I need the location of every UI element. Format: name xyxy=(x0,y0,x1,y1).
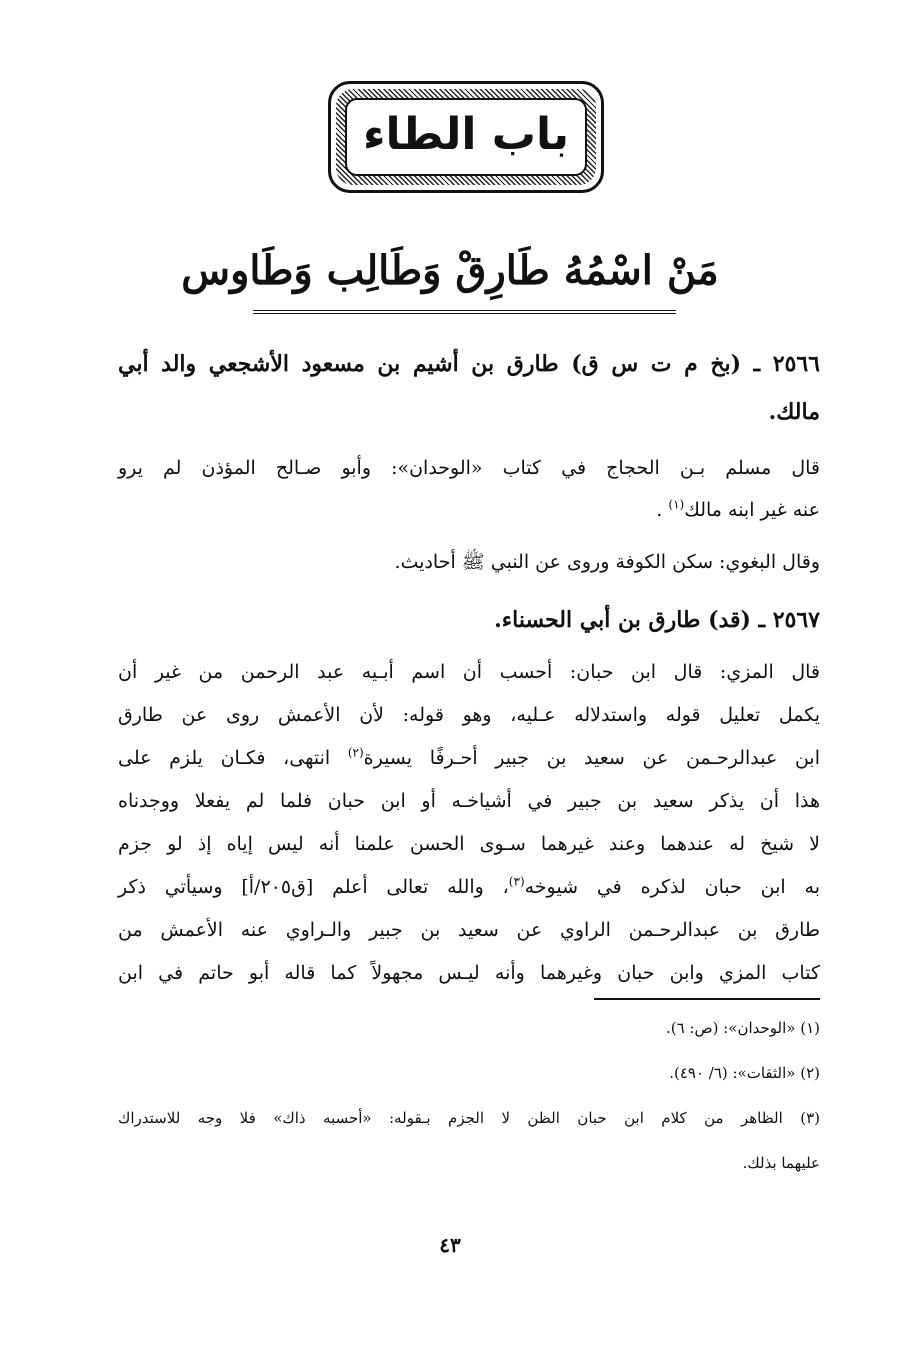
page-number: ٤٣ xyxy=(439,1233,461,1257)
entry-2567-paragraph-line: يكمل تعليل قوله واستدلاله عـليه، وهو قوله: لأن الأعمش روى عن طارق xyxy=(118,704,820,726)
section-title: مَنْ اسْمُهُ طَارِقْ وَطَالِب وَطَاوس xyxy=(181,247,719,294)
footnote-2: (٢) «الثقات»: (٦/ ٤٩٠). xyxy=(669,1064,820,1082)
footnote-1: (١) «الوحدان»: (ص: ٦). xyxy=(665,1019,820,1037)
paragraph-text: ابن عبدالرحـمن عن سعيد بن جبير أحـرفًا يسيرة xyxy=(363,747,820,769)
entry-2567-heading: ٢٥٦٧ ـ (قد) طارق بن أبي الحسناء. xyxy=(494,607,820,633)
entry-2567-paragraph-line xyxy=(118,867,820,907)
entry-2567-paragraph-line: طارق بن عبدالرحـمن الراوي عن سعيد بن جبير والـراوي عنه الأعمش من xyxy=(118,919,820,941)
footnote-separator xyxy=(594,998,820,1000)
entry-2566-paragraph-line xyxy=(656,490,820,530)
entry-2566-paragraph-line: وقال البغوي: سكن الكوفة وروى عن النبي ﷺ أحاديث. xyxy=(394,551,820,573)
paragraph-text: به ابن حبان لذكره في شيوخه xyxy=(524,876,820,898)
chapter-title-box xyxy=(345,98,587,176)
entry-2567-paragraph-line: كتاب المزي وابن حبان وغيرهما وأنه ليـس مجهولاً كما قاله أبو حاتم في ابن xyxy=(118,962,820,984)
entry-2567-paragraph-line: لا شيخ له عندهما وعند غيرهما سـوى الحسن علمنا أنه ليس إياه إذ لو جزم xyxy=(118,833,820,855)
footnote-3: (٣) الظاهر من كلام ابن حبان الظن لا الجزم بـقوله: «أحسبه ذاك» فلا وجه للاستدراك xyxy=(118,1109,820,1127)
paragraph-text: ، والله تعالى أعلم [ق٢٠٥/أ] وسيأتي ذكر xyxy=(118,876,509,898)
entry-2567-paragraph-line: هذا أن يذكر سعيد بن جبير في أشياخـه أو ابن حبان فلما لم يفعلا ووجدناه xyxy=(118,790,820,812)
footnote-3-cont: عليهما بذلك. xyxy=(742,1154,820,1172)
footnote-ref-1: (١) xyxy=(668,497,685,512)
paragraph-text: عنه غير ابنه مالك xyxy=(684,499,820,521)
entry-2567-paragraph-line: قال المزي: قال ابن حبان: أحسب أن اسم أبـيه عبد الرحمن من غير أن xyxy=(118,661,820,683)
footnote-ref-3: (٣) xyxy=(508,874,525,889)
entry-2566-heading: ٢٥٦٦ ـ (بخ م ت س ق) طارق بن أشيم بن مسعود الأشجعي والد أبي xyxy=(118,351,820,377)
paragraph-text: . xyxy=(656,499,669,521)
entry-2567-paragraph-line xyxy=(118,738,820,778)
paragraph-text: انتهى، فكـان يلزم على xyxy=(118,747,348,769)
entry-2566-paragraph-line: قال مسلم بـن الحجاج في كتاب «الوحدان»: وأبو صـالح المؤذن لم يرو xyxy=(118,457,820,479)
footnote-ref-2: (٢) xyxy=(347,745,364,760)
section-title-underline xyxy=(253,310,676,314)
chapter-title: باب الطاء xyxy=(362,109,570,160)
chapter-title-frame xyxy=(328,81,604,193)
entry-2566-heading-cont: مالك. xyxy=(768,399,820,425)
